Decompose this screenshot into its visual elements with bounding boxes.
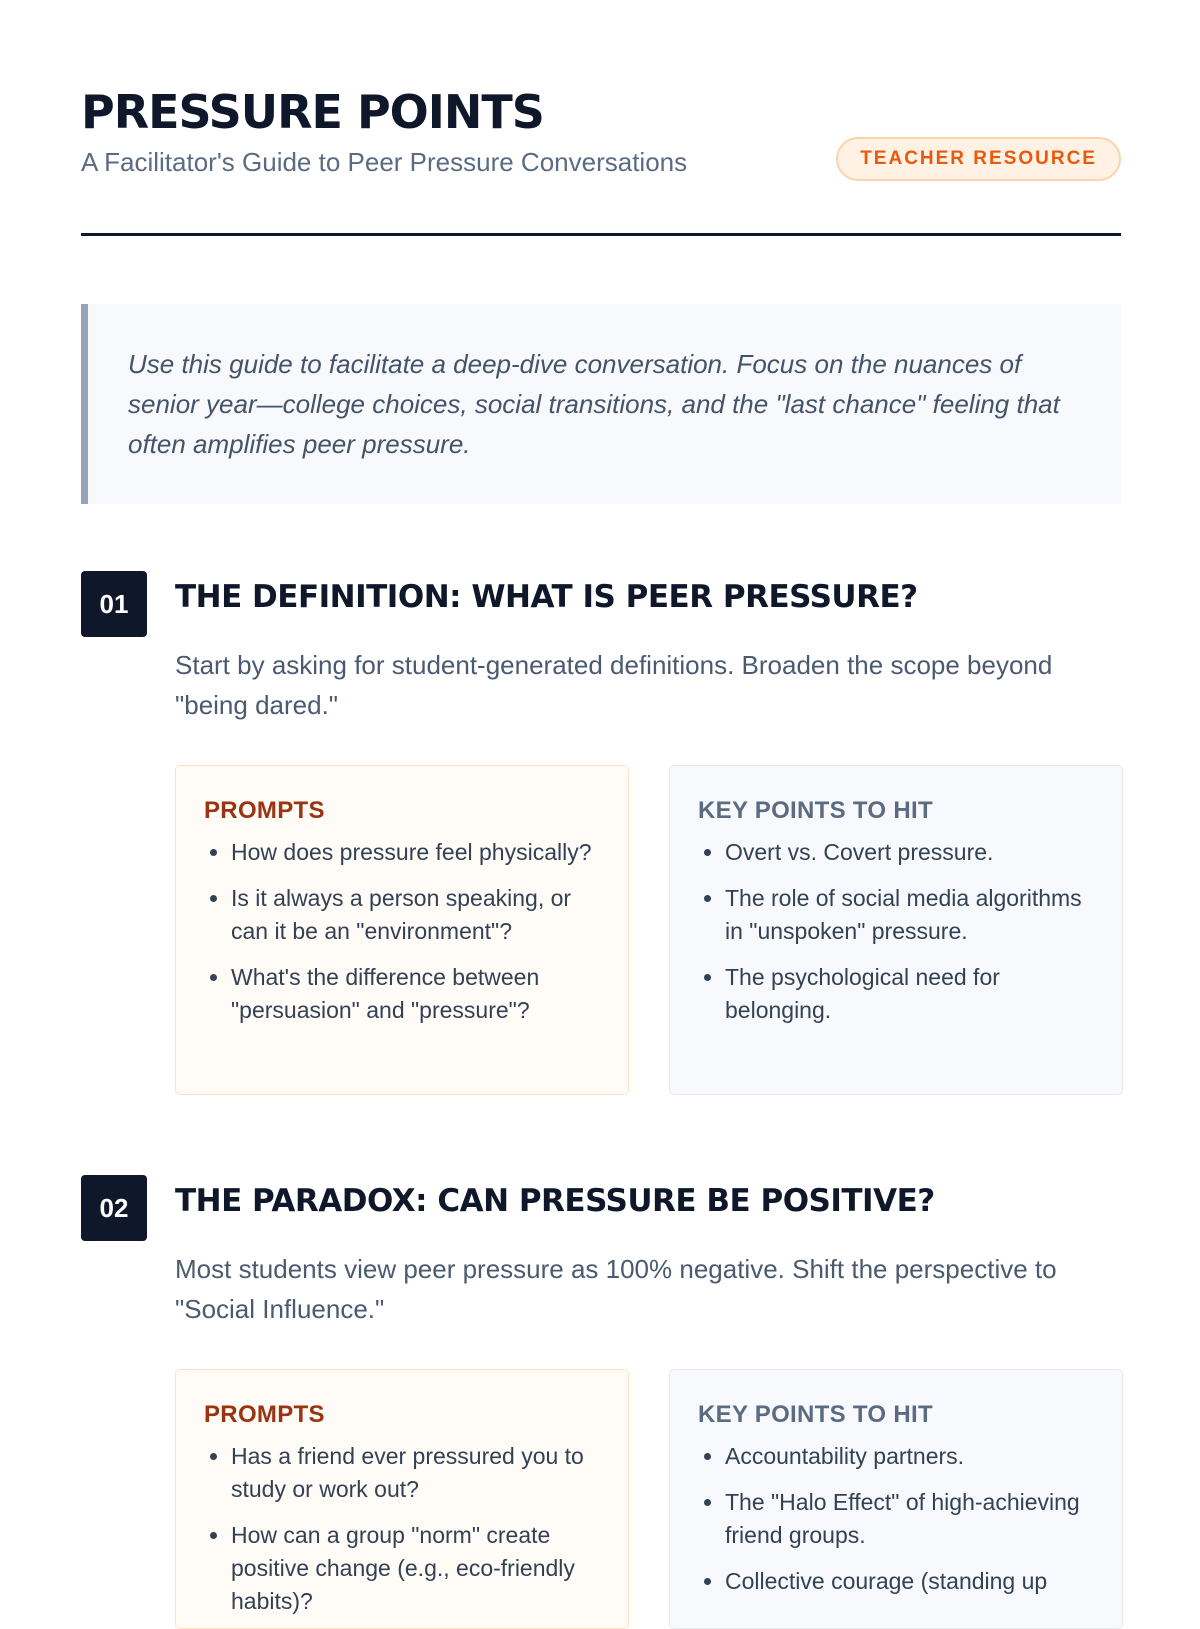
list-item: • The psychological need for belonging.	[725, 961, 1094, 1027]
prompts-heading: PROMPTS	[204, 1401, 325, 1428]
prompts-card	[175, 1369, 629, 1629]
teacher-resource-badge: TEACHER RESOURCE	[836, 137, 1121, 181]
section-description: Start by asking for student-generated definitions. Broaden the scope beyond "being dared."	[175, 650, 1053, 720]
list-item: • Accountability partners.	[725, 1440, 1094, 1473]
list-item: • The "Halo Effect" of high-achieving friend groups.	[725, 1486, 1094, 1552]
list-item: • Has a friend ever pressured you to study or work out?	[231, 1440, 600, 1506]
header	[81, 84, 1121, 178]
list-item: • What's the difference between "persuasion" and "pressure"?	[231, 961, 600, 1027]
section-title: THE DEFINITION: WHAT IS PEER PRESSURE?	[175, 579, 918, 615]
section-number: 02	[81, 1175, 147, 1241]
intro-text: Use this guide to facilitate a deep-dive conversation. Focus on the nuances of senior year—college choices, social transitions, and the "last chance" feeling that often amplifies peer pressure.	[128, 349, 1060, 459]
list-item: • How does pressure feel physically?	[231, 836, 600, 869]
page-subtitle: A Facilitator's Guide to Peer Pressure Conversations	[81, 147, 688, 177]
key-points-card	[669, 1369, 1123, 1629]
prompts-list	[204, 836, 600, 1027]
key-points-list	[698, 1440, 1094, 1598]
page-title: PRESSURE POINTS	[81, 85, 544, 139]
list-item: • The role of social media algorithms in "unspoken" pressure.	[725, 882, 1094, 948]
intro-callout	[81, 304, 1121, 504]
list-item: • Is it always a person speaking, or can it be an "environment"?	[231, 882, 600, 948]
section-description: Most students view peer pressure as 100% negative. Shift the perspective to "Social Influence."	[175, 1254, 1057, 1324]
prompts-heading: PROMPTS	[204, 797, 325, 824]
list-item: • Collective courage (standing up	[725, 1565, 1094, 1598]
section-title: THE PARADOX: CAN PRESSURE BE POSITIVE?	[175, 1183, 935, 1219]
section-number: 01	[81, 571, 147, 637]
prompts-list	[204, 1440, 600, 1618]
prompts-card	[175, 765, 629, 1095]
key-points-heading: KEY POINTS TO HIT	[698, 797, 933, 824]
key-points-list	[698, 836, 1094, 1027]
key-points-heading: KEY POINTS TO HIT	[698, 1401, 933, 1428]
list-item: • How can a group "norm" create positive change (e.g., eco-friendly habits)?	[231, 1519, 600, 1618]
header-divider	[81, 233, 1121, 236]
key-points-card	[669, 765, 1123, 1095]
list-item: • Overt vs. Covert pressure.	[725, 836, 1094, 869]
